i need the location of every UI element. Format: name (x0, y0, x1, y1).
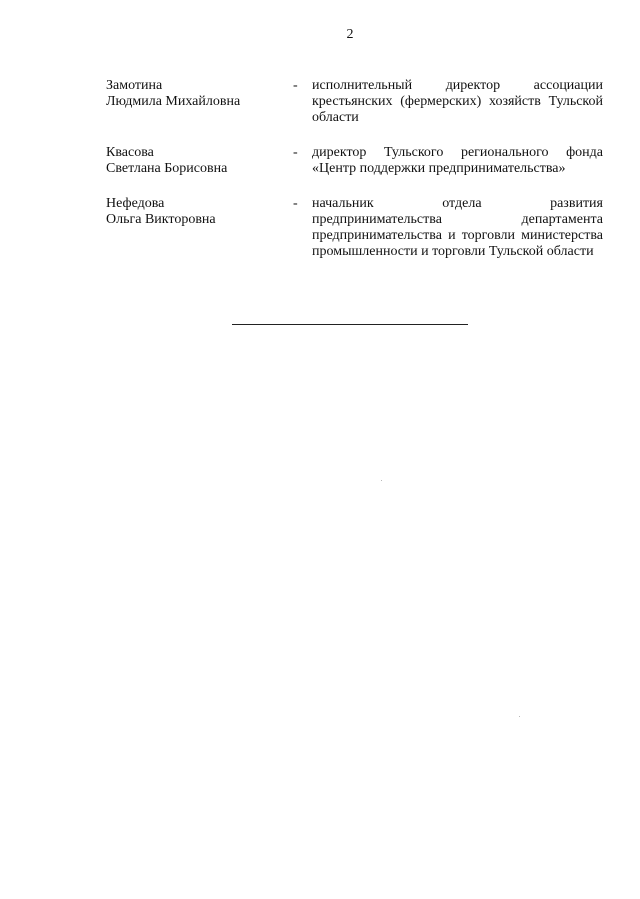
member-dash: - (293, 196, 298, 211)
member-role: директор Тульского регионального фонда «Центр поддержки предпринимательства» (312, 145, 603, 176)
member-role: исполнительный директор ассоциации крестьянских (фермерских) хозяйств Тульской области (312, 78, 603, 125)
member-name (106, 196, 286, 228)
member-surname: Нефедова (106, 196, 165, 211)
member-name (106, 145, 286, 177)
page-number: 2 (346, 27, 354, 42)
member-dash: - (293, 145, 298, 160)
member-surname: Замотина (106, 78, 163, 93)
member-dash: - (293, 78, 298, 93)
member-given-names: Людмила Михайловна (106, 94, 241, 109)
member-role: начальник отдела развития предпринимательства департамента предпринимательства и торговли министерства промышленности и торговли Тульской области (312, 196, 603, 259)
scan-speck (381, 480, 382, 481)
member-given-names: Ольга Викторовна (106, 212, 216, 227)
separator-line (232, 324, 468, 325)
scan-speck (519, 716, 520, 717)
member-surname: Квасова (106, 145, 154, 160)
member-given-names: Светлана Борисовна (106, 161, 228, 176)
member-name (106, 78, 286, 110)
